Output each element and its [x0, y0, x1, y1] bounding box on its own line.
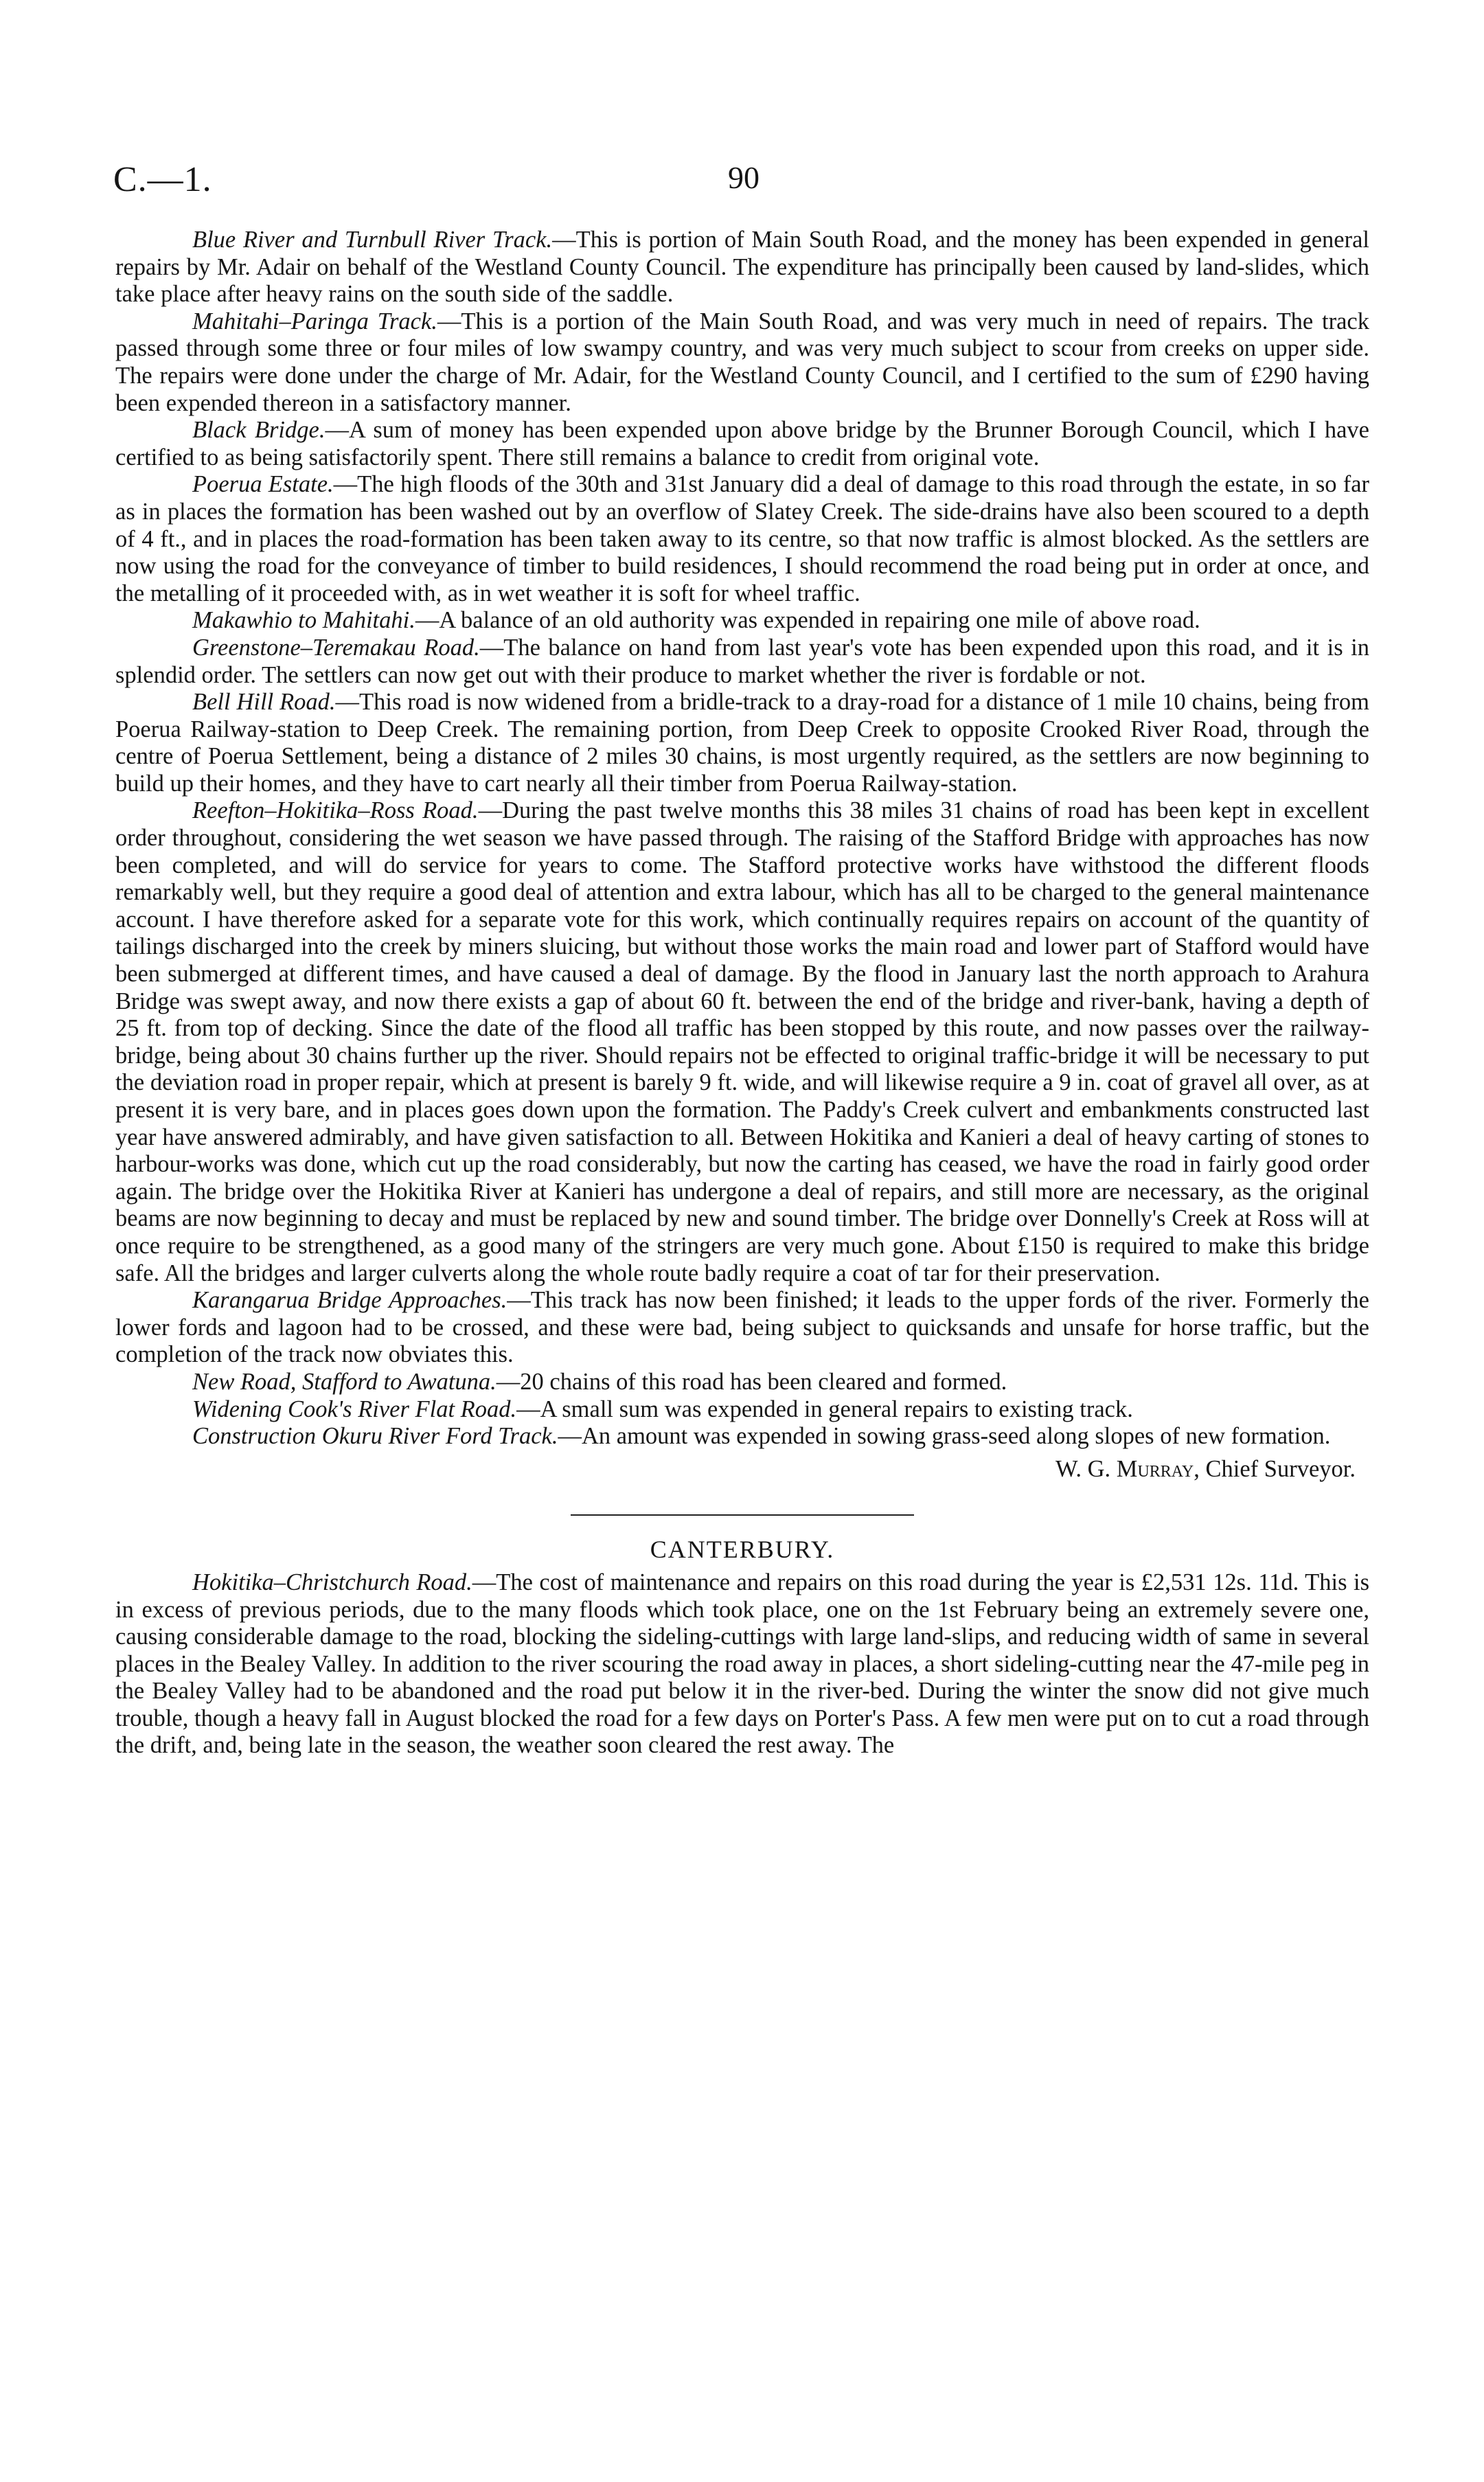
paragraph-text: —A balance of an old authority was expended in repairing one mile of above road.: [415, 607, 1200, 634]
paragraph-text: —This road is now widened from a bridle-track to a dray-road for a distance of 1 mile 10 chains, being from Poerua Railway-station to Deep Creek. The remaining portion, from Deep Creek to opposite Crooked River Road, through the centre of Poerua Settlement, being a distance of 2 miles 30 chains, is most urgently required, as the settlers are now beginning to build up their homes, and they have to cart nearly all their timber from Poerua Railway-station.: [115, 689, 1369, 797]
paragraph-heading: Hokitika–Christchurch Road.: [192, 1569, 472, 1595]
paragraph-cooks-river: [115, 1396, 1369, 1424]
paragraph-text: —This is portion of Main South Road, and the money has been expended in general repairs by Mr. Adair on behalf of the Westland County Council. The expenditure has principally been caused by land-slides, which take place after heavy rains on the south side of the saddle.: [115, 227, 1369, 308]
section-divider: [571, 1514, 914, 1516]
paragraph-heading: Karangarua Bridge Approaches.: [192, 1287, 507, 1314]
paragraph-bell-hill: [115, 689, 1369, 797]
paragraph-text: —The balance on hand from last year's vote has been expended upon this road, and it is in splendid order. The settlers can now get out with their produce to market whether the river is fordable or not.: [115, 634, 1369, 688]
signature-surname: Murray: [1116, 1455, 1194, 1482]
paragraph-heading: Black Bridge.: [192, 417, 326, 444]
paragraph-heading: Reefton–Hokitika–Ross Road.: [192, 797, 479, 824]
paragraph-text: —During the past twelve months this 38 miles 31 chains of road has been kept in excellent order throughout, considering the wet season we have passed through. The raising of the Stafford Bridge with approaches has now been completed, and will do service for years to come. The Stafford protective works have withstood the different floods remarkably well, but they require a good deal of attention and extra labour, which has all to be charged to the general maintenance account. I have therefore asked for a separate vote for this work, which continually requires repairs on account of the quantity of tailings discharged into the creek by miners sluicing, but without those works the main road and lower part of Stafford would have been submerged at different times, and have caused a deal of damage. By the flood in January last the north approach to Arahura Bridge was swept away, and now there exists a gap of about 60 ft. between the end of the bridge and river-bank, having a depth of 25 ft. from top of decking. Since the date of the flood all traffic has been stopped by this route, and now passes over the railway-bridge, being about 30 chains further up the river. Should repairs not be effected to original traffic-bridge it will be necessary to put the deviation road in proper repair, which at present is barely 9 ft. wide, and will likewise require a 9 in. coat of gravel all over, as at present it is very bare, and in places goes down upon the formation. The Paddy's Creek culvert and embankments constructed last year have answered admirably, and have given satisfaction to all. Between Hokitika and Kanieri a deal of heavy carting of stones to harbour-works was done, which cut up the road considerably, but now the carting has ceased, we have the road in fairly good order again. The bridge over the Hokitika River at Kanieri has undergone a deal of repairs, and still more are necessary, as the original beams are now beginning to decay and must be replaced by new and sound timber. The bridge over Donnelly's Creek at Ross will at once require to be strengthened, as a good many of the stringers are very much gone. About £150 is required to make this bridge safe. All the bridges and larger culverts along the whole route badly require a coat of tar for their preservation.: [115, 797, 1369, 1286]
paragraph-heading: Poerua Estate.: [192, 471, 334, 498]
paragraph-heading: New Road, Stafford to Awatuna.: [192, 1368, 496, 1395]
paragraph-heading: Blue River and Turnbull River Track.: [192, 227, 553, 253]
paragraph-stafford-awatuna: [115, 1369, 1369, 1396]
paragraph-text: —A small sum was expended in general repairs to existing track.: [516, 1396, 1133, 1422]
paragraph-poerua-estate: [115, 471, 1369, 607]
paragraph-heading: Makawhio to Mahitahi.: [192, 607, 415, 634]
signature-initials: W. G.: [1055, 1455, 1111, 1482]
paragraph-text: —A sum of money has been expended upon above bridge by the Brunner Borough Council, which I have certified to as being satisfactorily spent. There still remains a balance to credit from original vote.: [115, 417, 1369, 470]
paragraph-text: —This is a portion of the Main South Road, and was very much in need of repairs. The track passed through some three or four miles of low swampy country, and was very much subject to scour from creeks on upper side. The repairs were done under the charge of Mr. Adair, for the Westland County Council, and I certified to the sum of £290 having been expended thereon in a satisfactory manner.: [115, 308, 1369, 416]
paragraph-text: —20 chains of this road has been cleared and formed.: [496, 1368, 1007, 1395]
paragraph-heading: Bell Hill Road.: [192, 689, 336, 716]
paragraph-heading: Greenstone–Teremakau Road.: [192, 634, 480, 661]
document-reference: C.—1.: [113, 160, 212, 199]
paragraph-heading: Widening Cook's River Flat Road.: [192, 1396, 517, 1422]
paragraph-heading: Construction Okuru River Ford Track.: [192, 1423, 558, 1450]
paragraph-heading: Mahitahi–Paringa Track.: [192, 308, 437, 334]
paragraph-okuru: [115, 1423, 1369, 1450]
paragraph-text: —The high floods of the 30th and 31st January did a deal of damage to this road through the estate, in so far as in places the formation has been washed out by an overflow of Slatey Creek. The side-drains have also been scoured to a depth of 4 ft., and in places the road-formation has been taken away to its centre, so that now traffic is almost blocked. As the settlers are now using the road for the conveyance of timber to build residences, I should recommend the road being put in order at once, and the metalling of it proceeded with, as in wet weather it is soft for wheel traffic.: [115, 471, 1369, 606]
paragraph-hokitika-christchurch: [115, 1569, 1369, 1760]
paragraph-makawhio: [115, 607, 1369, 635]
paragraph-text: —The cost of maintenance and repairs on this road during the year is £2,531 12s. 11d. This is in excess of previous periods, due to the many floods which took place, one on the 1st February being an extremely severe one, causing considerable damage to the road, blocking the sideling-cuttings with large land-slips, and reducing width of same in several places in the Bealey Valley. In addition to the river scouring the road away in places, a short sideling-cutting near the 47-mile peg in the Bealey Valley had to be abandoned and the road put below it in the river-bed. During the winter the snow did not give much trouble, though a heavy fall in August blocked the road for a few days on Porter's Pass. A few men were put on to cut a road through the drift, and, being late in the season, the weather soon cleared the rest away. The: [115, 1569, 1369, 1759]
paragraph-black-bridge: [115, 417, 1369, 471]
paragraph-blue-river: [115, 227, 1369, 308]
section-heading-canterbury: CANTERBURY.: [650, 1536, 835, 1564]
paragraph-text: —An amount was expended in sowing grass-seed along slopes of new formation.: [558, 1423, 1331, 1450]
page-number: 90: [728, 160, 760, 195]
paragraph-karangarua: [115, 1287, 1369, 1369]
paragraph-greenstone: [115, 635, 1369, 689]
page-header: [113, 159, 1370, 207]
signature-title: , Chief Surveyor.: [1194, 1455, 1356, 1482]
page-body: [115, 227, 1369, 1760]
paragraph-mahitahi-paringa: [115, 308, 1369, 417]
signature: [115, 1456, 1369, 1483]
paragraph-reefton-hokitika-ross: [115, 797, 1369, 1287]
paragraph-text: —This track has now been finished; it leads to the upper fords of the river. Formerly the lower fords and lagoon had to be crossed, and these were bad, being subject to quicksands and unsafe for horse traffic, but the completion of the track now obviates this.: [115, 1287, 1369, 1368]
